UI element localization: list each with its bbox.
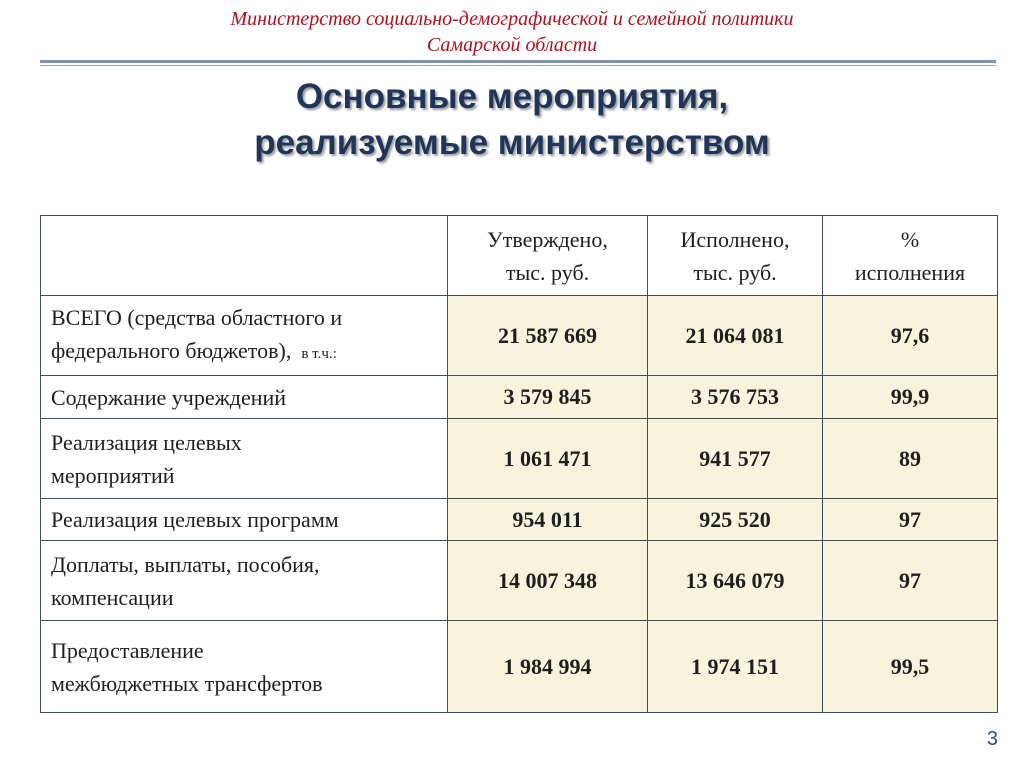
page-number: 3 <box>986 728 998 750</box>
percent-value: 99,5 <box>823 621 998 713</box>
row-label <box>41 296 448 376</box>
ministry-line-2: Самарской области <box>426 34 598 56</box>
row-note: в т.ч.: <box>301 345 337 362</box>
header-percent-line2: исполнения <box>854 259 966 285</box>
table-row <box>41 541 998 621</box>
row-label <box>41 419 448 499</box>
row-label-line2: мероприятий <box>51 462 175 488</box>
executed-value: 3 576 753 <box>648 376 823 419</box>
budget-table <box>40 215 998 713</box>
approved-value: 954 011 <box>448 499 648 541</box>
percent-value: 97 <box>823 541 998 621</box>
approved-value: 3 579 845 <box>448 376 648 419</box>
row-label-line1: Содержание учреждений <box>51 384 287 410</box>
executed-value: 1 974 151 <box>648 621 823 713</box>
row-label-line1: Доплаты, выплаты, пособия, <box>51 551 320 577</box>
row-label-line2-wrap <box>51 334 437 371</box>
header-percent <box>823 216 998 296</box>
row-label-line1: Предоставление <box>51 637 204 663</box>
table-row <box>41 296 998 376</box>
table-row <box>41 499 998 541</box>
approved-value: 14 007 348 <box>448 541 648 621</box>
ministry-line-1: Министерство социально-демографической и семейной политики <box>230 8 794 30</box>
percent-value: 99,9 <box>823 376 998 419</box>
table-row <box>41 621 998 713</box>
header-executed-line1: Исполнено, <box>680 226 790 252</box>
header-approved-line2: тыс. руб. <box>505 259 590 285</box>
executed-value: 941 577 <box>648 419 823 499</box>
ministry-header <box>0 6 1024 58</box>
executed-value: 21 064 081 <box>648 296 823 376</box>
percent-value: 89 <box>823 419 998 499</box>
percent-value: 97,6 <box>823 296 998 376</box>
header-executed <box>648 216 823 296</box>
row-label-line1: Реализация целевых <box>51 429 242 455</box>
row-label-line2: федерального бюджетов), <box>51 337 292 363</box>
slide-title <box>0 74 1024 166</box>
approved-value: 21 587 669 <box>448 296 648 376</box>
row-label <box>41 499 448 541</box>
approved-value: 1 061 471 <box>448 419 648 499</box>
row-label-line2: компенсации <box>51 584 174 610</box>
row-label-line1: Реализация целевых программ <box>51 507 339 532</box>
header-empty-cell <box>41 216 448 296</box>
approved-value: 1 984 994 <box>448 621 648 713</box>
table-header-row <box>41 216 998 296</box>
title-line-1: Основные мероприятия, <box>295 77 729 116</box>
header-approved <box>448 216 648 296</box>
header-approved-line1: Утверждено, <box>487 226 608 252</box>
table-row <box>41 419 998 499</box>
percent-value: 97 <box>823 499 998 541</box>
row-label <box>41 376 448 419</box>
header-rule <box>40 60 996 63</box>
row-label <box>41 541 448 621</box>
executed-value: 13 646 079 <box>648 541 823 621</box>
table-row <box>41 376 998 419</box>
header-percent-line1: % <box>900 226 920 252</box>
header-rule-thin <box>40 65 996 66</box>
row-label-line1: ВСЕГО (средства областного и <box>51 304 343 330</box>
executed-value: 925 520 <box>648 499 823 541</box>
title-line-2: реализуемые министерством <box>254 123 770 162</box>
row-label-line2: межбюджетных трансфертов <box>51 670 323 696</box>
header-executed-line2: тыс. руб. <box>693 259 777 285</box>
row-label <box>41 621 448 713</box>
